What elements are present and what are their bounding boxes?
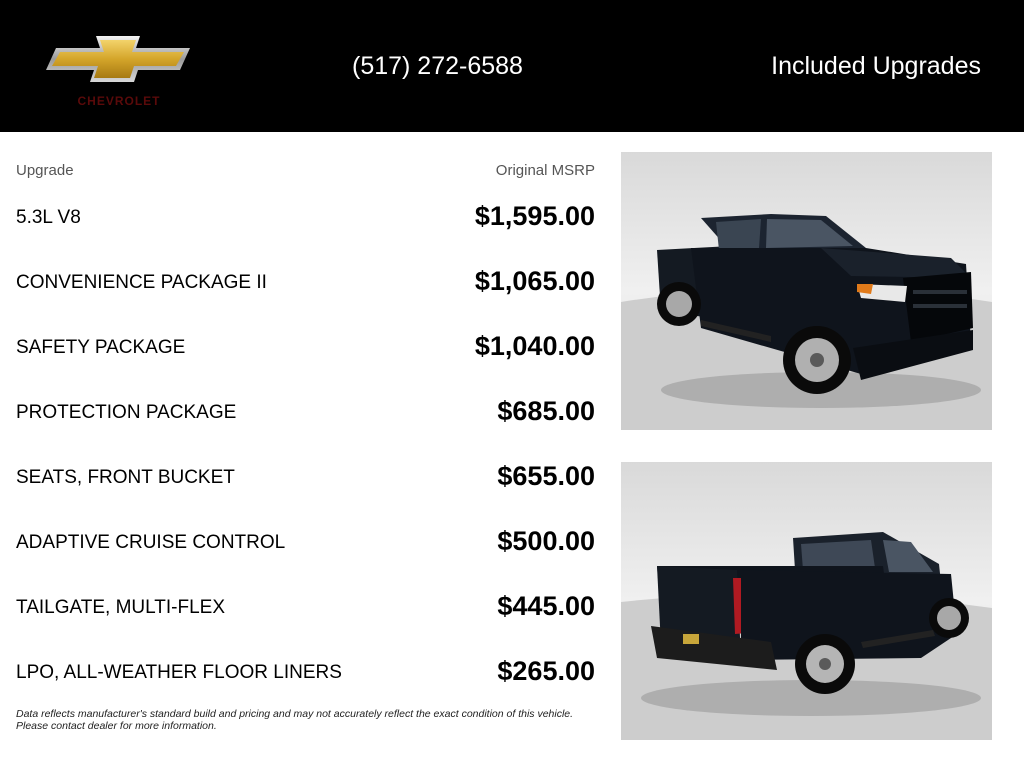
upgrade-name: SAFETY PACKAGE xyxy=(16,337,186,358)
upgrade-price: $445.00 xyxy=(497,591,595,621)
upgrade-price: $500.00 xyxy=(497,526,595,556)
disclaimer-line: Data reflects manufacturer's standard build and pricing and may not accurately reflect the exact condition of this vehicle. xyxy=(16,708,574,720)
dealer-phone[interactable]: (517) 272-6588 xyxy=(352,52,523,80)
upgrade-row xyxy=(16,195,595,260)
upgrade-name: 5.3L V8 xyxy=(16,207,81,228)
disclaimer xyxy=(16,708,606,732)
upgrade-column-header: Upgrade xyxy=(16,162,74,179)
msrp-column-header: Original MSRP xyxy=(495,162,595,179)
upgrade-name: CONVENIENCE PACKAGE II xyxy=(16,272,267,293)
truck-rear-photo xyxy=(621,462,992,740)
upgrade-row xyxy=(16,650,595,715)
upgrade-price: $655.00 xyxy=(497,461,595,491)
upgrade-name: LPO, ALL-WEATHER FLOOR LINERS xyxy=(16,662,342,683)
upgrade-row xyxy=(16,520,595,585)
disclaimer-line: Please contact dealer for more information. xyxy=(16,720,217,732)
upgrade-row xyxy=(16,585,595,650)
upgrade-row xyxy=(16,260,595,325)
header-bar xyxy=(0,0,1024,132)
upgrade-price: $685.00 xyxy=(497,396,595,426)
upgrade-row xyxy=(16,455,595,520)
upgrade-name: TAILGATE, MULTI-FLEX xyxy=(16,597,226,618)
upgrade-price: $1,595.00 xyxy=(474,201,595,231)
upgrade-row xyxy=(16,390,595,455)
upgrade-name: PROTECTION PACKAGE xyxy=(16,402,237,423)
upgrade-name: SEATS, FRONT BUCKET xyxy=(16,467,235,488)
upgrade-list xyxy=(16,195,595,715)
page-title: Included Upgrades xyxy=(771,52,981,80)
upgrade-row xyxy=(16,325,595,390)
upgrade-name: ADAPTIVE CRUISE CONTROL xyxy=(16,532,286,553)
truck-front-photo xyxy=(621,152,992,430)
brand-wordmark: CHEVROLET xyxy=(77,94,161,108)
upgrade-price: $1,065.00 xyxy=(474,266,595,296)
upgrade-price: $1,040.00 xyxy=(474,331,595,361)
upgrade-price: $265.00 xyxy=(497,656,595,686)
